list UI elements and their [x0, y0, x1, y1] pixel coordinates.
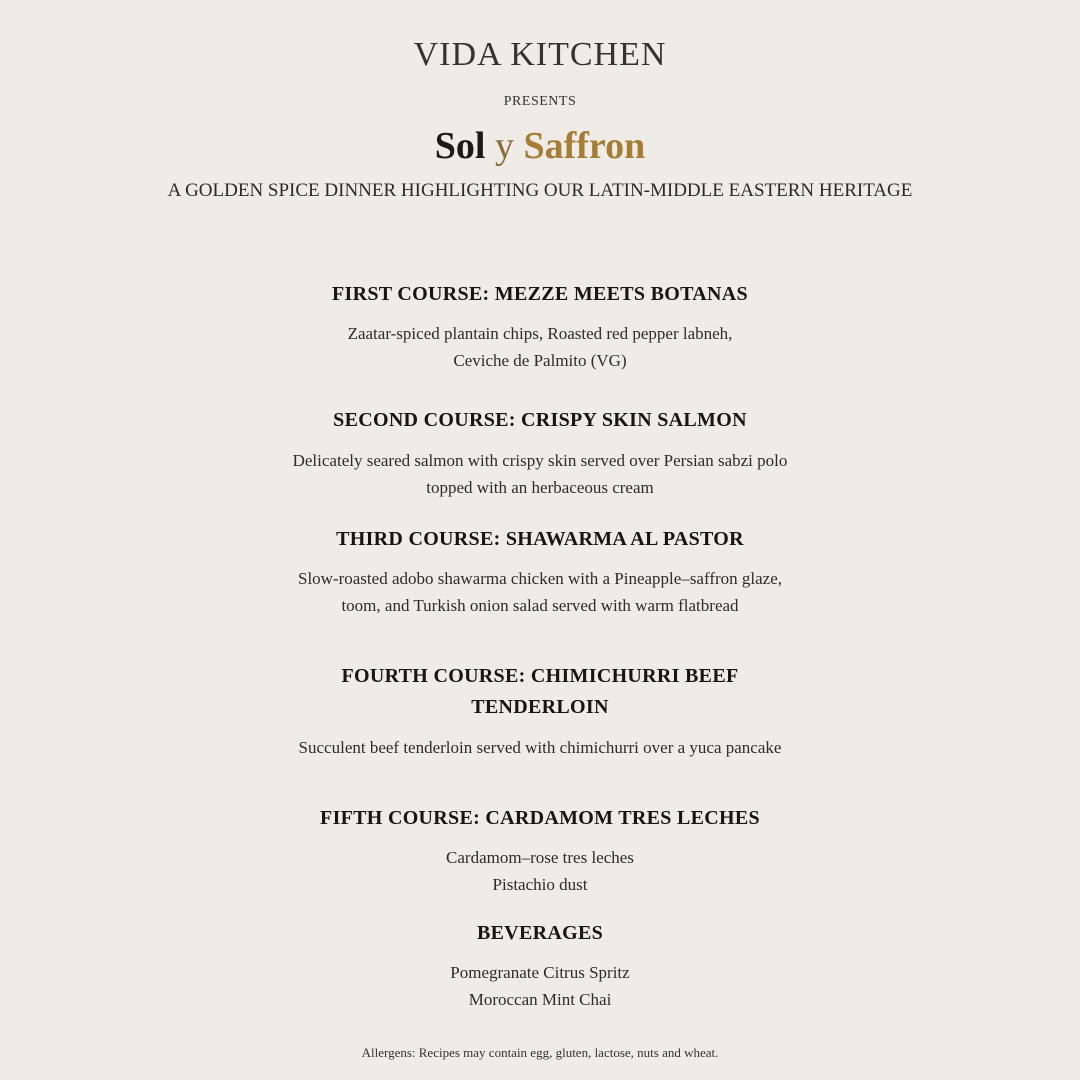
course-desc-fourth — [0, 734, 1080, 761]
beverage-item: Moroccan Mint Chai — [468, 990, 612, 1009]
course-desc-line: Pistachio dust — [492, 875, 588, 894]
course-desc-first — [0, 320, 1080, 374]
course-desc-line: toom, and Turkish onion salad served with warm flatbread — [341, 596, 739, 615]
course-title-line: FOURTH COURSE: CHIMICHURRI BEEF — [341, 665, 739, 687]
title-saffron: Saffron — [523, 125, 646, 167]
course-desc-line: topped with an herbaceous cream — [426, 478, 654, 497]
course-desc-line: Zaatar-spiced plantain chips, Roasted red pepper labneh, — [347, 324, 733, 343]
course-title-second: SECOND COURSE: CRISPY SKIN SALMON — [333, 409, 747, 431]
course-desc-second — [0, 447, 1080, 501]
course-title-fourth — [0, 661, 1080, 723]
allergens-note: Allergens: Recipes may contain egg, gluten, lactose, nuts and wheat. — [361, 1045, 719, 1060]
course-desc-line: Slow-roasted adobo shawarma chicken with a Pineapple–saffron glaze, — [297, 569, 783, 588]
course-desc-third — [0, 565, 1080, 619]
title-y: y — [494, 125, 514, 167]
event-subtitle: A GOLDEN SPICE DINNER HIGHLIGHTING OUR LATIN-MIDDLE EASTERN HERITAGE — [167, 180, 913, 201]
beverages-list — [0, 959, 1080, 1013]
presents-label: PRESENTS — [503, 94, 577, 109]
course-desc-line: Cardamom–rose tres leches — [446, 848, 634, 867]
title-sol: Sol — [434, 125, 486, 167]
course-title-line: TENDERLOIN — [471, 696, 609, 718]
course-title-first: FIRST COURSE: MEZZE MEETS BOTANAS — [332, 283, 748, 305]
beverage-item: Pomegranate Citrus Spritz — [450, 963, 630, 982]
course-desc-fifth — [0, 844, 1080, 898]
course-title-fifth: FIFTH COURSE: CARDAMOM TRES LECHES — [320, 807, 760, 829]
course-desc-line: Delicately seared salmon with crispy skin served over Persian sabzi polo — [292, 451, 788, 470]
course-desc-line: Ceviche de Palmito (VG) — [453, 351, 627, 370]
event-title — [0, 124, 1080, 168]
course-title-third: THIRD COURSE: SHAWARMA AL PASTOR — [336, 528, 744, 550]
beverages-title: BEVERAGES — [476, 922, 604, 944]
course-desc-line: Succulent beef tenderloin served with chimichurri over a yuca pancake — [298, 738, 782, 757]
restaurant-name: VIDA KITCHEN — [413, 36, 667, 73]
